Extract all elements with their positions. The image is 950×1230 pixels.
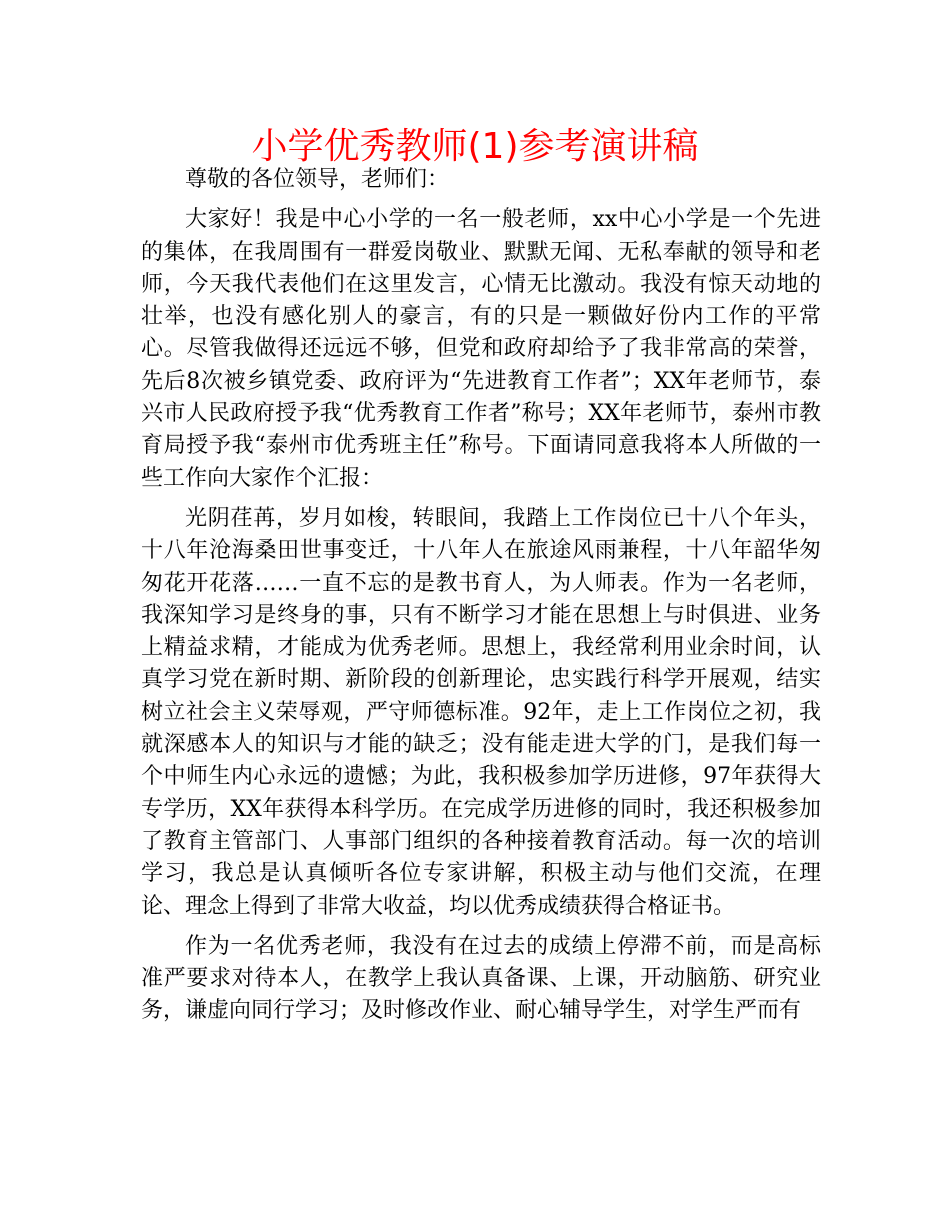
greeting-line: 尊敬的各位领导，老师们： — [185, 167, 450, 192]
document-title: 小学优秀教师(1)参考演讲稿 — [251, 126, 699, 167]
paragraph-1: 大家好！我是中心小学的一名一般老师，xx中心小学是一个先进的集体，在我周围有一群爱岗敬业、默默无闻、无私奉献的领导和老师，今天我代表他们在这里发言，心情无比激动。我没有惊天动地的壮举，也没有感化别人的豪言，有的只是一颗做好份内工作的平常心。尽管我做得还远远不够，但党和政府却给予了我非常高的荣誉，先后8次被乡镇党委、政府评为“先进教育工作者”；XX年老师节，泰兴市人民政府授予我“优秀教育工作者”称号；XX年老师节，泰州市教育局授予我“泰州市优秀班主任”称号。下面请同意我将本人所做的一些工作向大家作个汇报： — [141, 207, 821, 491]
paragraph-3: 作为一名优秀老师，我没有在过去的成绩上停滞不前，而是高标准严要求对待本人，在教学上我认真备课、上课，开动脑筋、研究业务，谦虚向同行学习；及时修改作业、耐心辅导学生，对学生严而有 — [141, 933, 821, 1024]
paragraph-2: 光阴荏苒，岁月如梭，转眼间，我踏上工作岗位已十八个年头，十八年沧海桑田世事变迁，十八年人在旅途风雨兼程，十八年韶华匆匆花开花落……一直不忘的是教书育人，为人师表。作为一名老师，我深知学习是终身的事，只有不断学习才能在思想上与时俱进、业务上精益求精，才能成为优秀老师。思想上，我经常利用业余时间，认真学习党在新时期、新阶段的创新理论，忠实践行科学开展观，结实树立社会主义荣辱观，严守师德标准。92年，走上工作岗位之初，我就深感本人的知识与才能的缺乏；没有能走进大学的门，是我们每一个中师生内心永远的遗憾；为此，我积极参加学历进修，97年获得大专学历，XX年获得本科学历。在完成学历进修的同时，我还积极参加了教育主管部门、人事部门组织的各种接着教育活动。每一次的培训学习，我总是认真倾听各位专家讲解，积极主动与他们交流，在理论、理念上得到了非常大收益，均以优秀成绩获得合格证书。 — [141, 505, 821, 919]
document-body — [141, 164, 821, 1028]
